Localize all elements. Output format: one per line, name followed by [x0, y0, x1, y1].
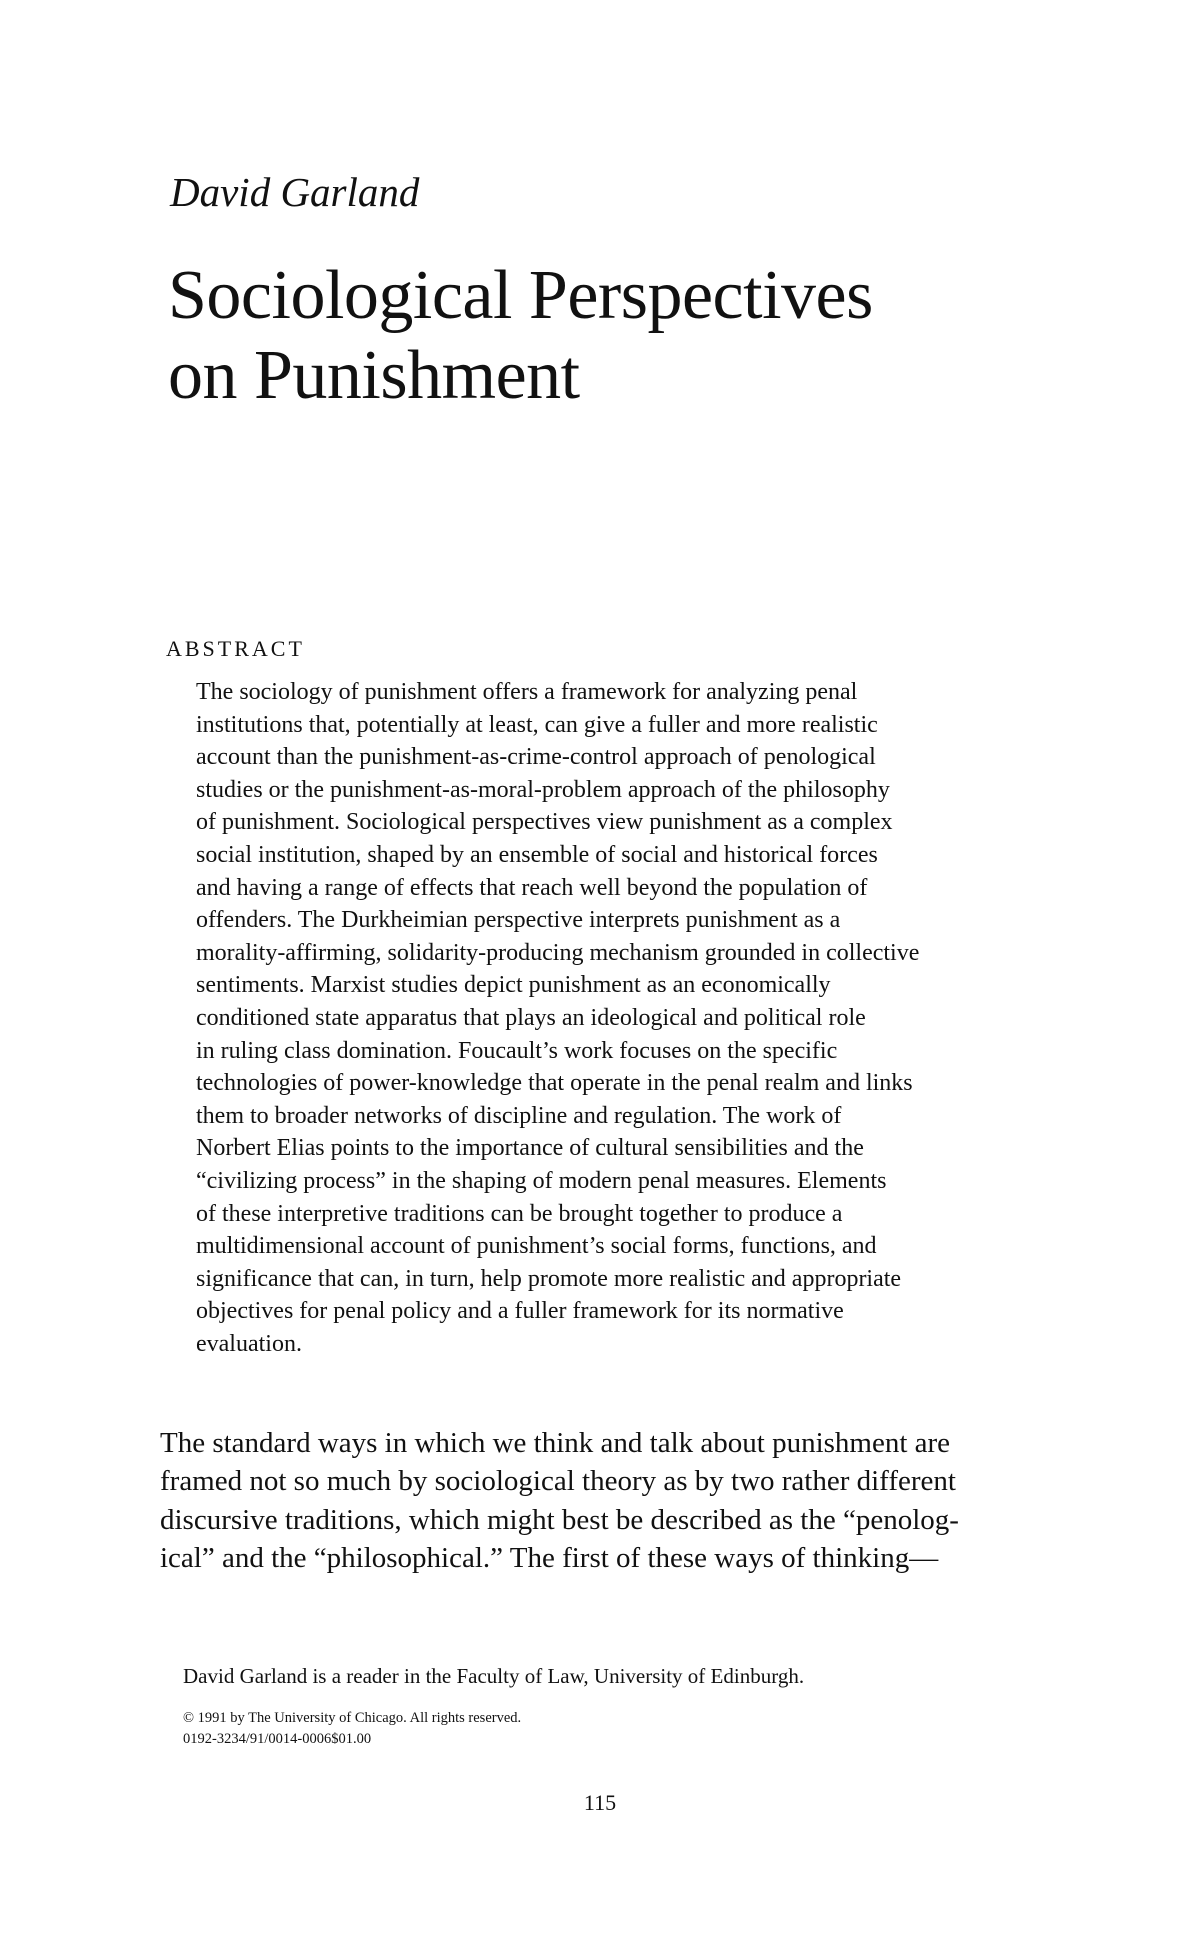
copyright-line: © 1991 by The University of Chicago. All rights reserved. [183, 1710, 522, 1726]
abstract-line: studies or the punishment-as-moral-problem approach of the philosophy [196, 776, 890, 803]
abstract-line: The sociology of punishment offers a framework for analyzing penal [196, 679, 858, 705]
abstract-line: technologies of power-knowledge that operate in the penal realm and links [196, 1070, 913, 1097]
issn-line: 0192-3234/91/0014-0006$01.00 [183, 1731, 372, 1747]
body-line: framed not so much by sociological theory as by two rather different [160, 1465, 956, 1498]
abstract-line: and having a range of effects that reach well beyond the population of [196, 874, 868, 901]
abstract-heading: ABSTRACT [166, 636, 305, 661]
abstract-line: evaluation. [196, 1330, 302, 1357]
abstract-line: sentiments. Marxist studies depict punishment as an economically [196, 972, 831, 999]
abstract-line: of these interpretive traditions can be brought together to produce a [196, 1200, 843, 1227]
body-line: discursive traditions, which might best be described as the “penolog- [160, 1503, 959, 1536]
abstract-line: social institution, shaped by an ensemble of social and historical forces [196, 841, 878, 868]
abstract-line: significance that can, in turn, help promote more realistic and appropriate [196, 1265, 902, 1292]
abstract-line: “civilizing process” in the shaping of modern penal measures. Elements [196, 1167, 887, 1194]
abstract-line: institutions that, potentially at least, can give a fuller and more realistic [196, 711, 878, 738]
abstract-line: offenders. The Durkheimian perspective interprets punishment as a [196, 907, 841, 934]
article-title [168, 256, 1068, 416]
abstract-line: account than the punishment-as-crime-control approach of penological [196, 744, 876, 771]
body-line: The standard ways in which we think and talk about punishment are [160, 1427, 951, 1459]
abstract-line: conditioned state apparatus that plays an ideological and political role [196, 1004, 866, 1031]
abstract-line: Norbert Elias points to the importance of cultural sensibilities and the [196, 1135, 864, 1162]
abstract-text [196, 676, 1066, 1360]
copyright-notice [183, 1708, 521, 1750]
abstract-line: morality-affirming, solidarity-producing mechanism grounded in collective [196, 939, 920, 966]
title-line: on Punishment [168, 337, 580, 414]
author-name: David Garland [170, 169, 420, 215]
abstract-line: multidimensional account of punishment’s social forms, functions, and [196, 1233, 877, 1260]
abstract-line: of punishment. Sociological perspectives view punishment as a complex [196, 809, 893, 836]
author-note: David Garland is a reader in the Faculty of Law, University of Edinburgh. [183, 1664, 805, 1688]
title-line: Sociological Perspectives [168, 257, 873, 334]
abstract-line: in ruling class domination. Foucault’s work focuses on the specific [196, 1037, 838, 1064]
body-paragraph [160, 1424, 1072, 1577]
page-number: 115 [583, 1790, 617, 1815]
abstract-line: them to broader networks of discipline and regulation. The work of [196, 1102, 842, 1129]
abstract-line: objectives for penal policy and a fuller framework for its normative [196, 1298, 844, 1325]
body-line: ical” and the “philosophical.” The first of these ways of thinking— [160, 1541, 939, 1574]
